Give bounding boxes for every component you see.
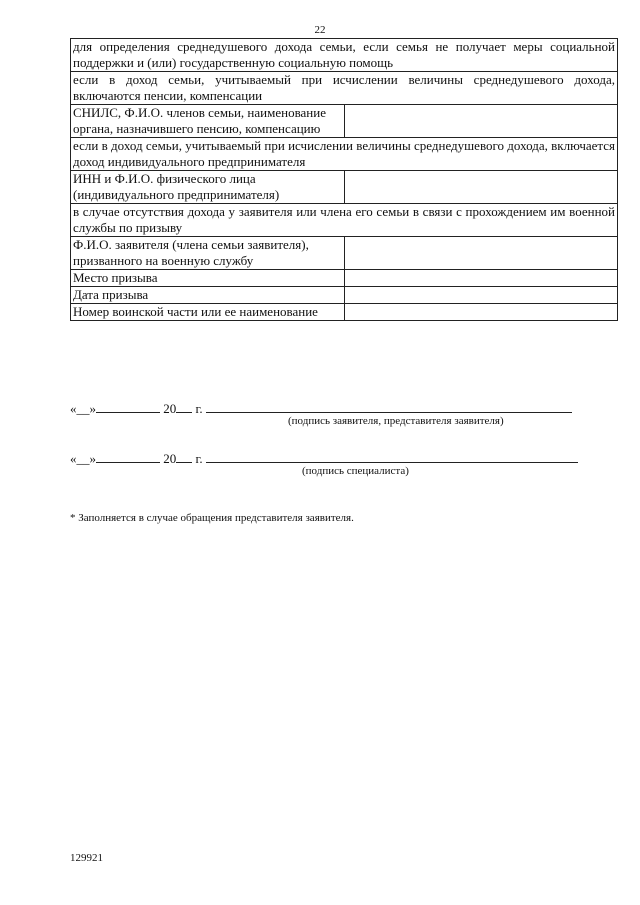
field-value-cell[interactable]	[344, 171, 618, 204]
year-prefix: 20	[163, 451, 177, 466]
date-month-blank[interactable]	[96, 399, 160, 413]
year-prefix: 20	[163, 401, 177, 416]
table-row	[71, 105, 618, 138]
table-body	[71, 39, 618, 321]
year-blank[interactable]	[176, 449, 192, 463]
year-blank[interactable]	[176, 399, 192, 413]
table-row	[71, 287, 618, 304]
date-month-blank[interactable]	[96, 449, 160, 463]
field-value-cell[interactable]	[344, 105, 618, 138]
year-suffix: г.	[195, 401, 203, 416]
section-heading-cell: в случае отсутствия дохода у заявителя или члена его семьи в связи с прохождением им военной службы по призыву	[71, 204, 618, 237]
field-label-cell: Место призыва	[71, 270, 345, 287]
specialist-signature-caption: (подпись специалиста)	[302, 465, 409, 477]
section-heading-cell: если в доход семьи, учитываемый при исчислении величины среднедушевого дохода, включается доход индивидуального предпринимателя	[71, 138, 618, 171]
table-row	[71, 204, 618, 237]
table-row	[71, 39, 618, 72]
date-prefix: «__»	[70, 451, 96, 466]
year-suffix: г.	[195, 451, 203, 466]
field-label-cell: Дата призыва	[71, 287, 345, 304]
table-row	[71, 138, 618, 171]
field-label-cell: Номер воинской части или ее наименование	[71, 304, 345, 321]
table-row	[71, 304, 618, 321]
page-number: 22	[314, 24, 326, 36]
field-value-cell[interactable]	[344, 304, 618, 321]
field-value-cell[interactable]	[344, 287, 618, 304]
applicant-signature-line[interactable]	[206, 399, 572, 413]
section-heading-cell: если в доход семьи, учитываемый при исчислении величины среднедушевого дохода, включаются пенсии, компенсации	[71, 72, 618, 105]
specialist-signature-line[interactable]	[206, 449, 578, 463]
table-row	[71, 237, 618, 270]
applicant-signature-caption: (подпись заявителя, представителя заявителя)	[288, 415, 504, 427]
table-row	[71, 270, 618, 287]
footnote: * Заполняется в случае обращения представителя заявителя.	[70, 512, 354, 524]
table-row	[71, 171, 618, 204]
date-prefix: «__»	[70, 401, 96, 416]
field-label-cell: СНИЛС, Ф.И.О. членов семьи, наименование органа, назначившего пенсию, компенсацию	[71, 105, 345, 138]
field-label-cell: ИНН и Ф.И.О. физического лица (индивидуального предпринимателя)	[71, 171, 345, 204]
table-row	[71, 72, 618, 105]
document-code: 129921	[70, 852, 103, 864]
field-label-cell: Ф.И.О. заявителя (члена семьи заявителя), призванного на военную службу	[71, 237, 345, 270]
field-value-cell[interactable]	[344, 270, 618, 287]
income-info-table	[70, 38, 618, 321]
section-heading-cell: для определения среднедушевого дохода семьи, если семья не получает меры социальной поддержки и (или) государственную социальную помощь	[71, 39, 618, 72]
field-value-cell[interactable]	[344, 237, 618, 270]
